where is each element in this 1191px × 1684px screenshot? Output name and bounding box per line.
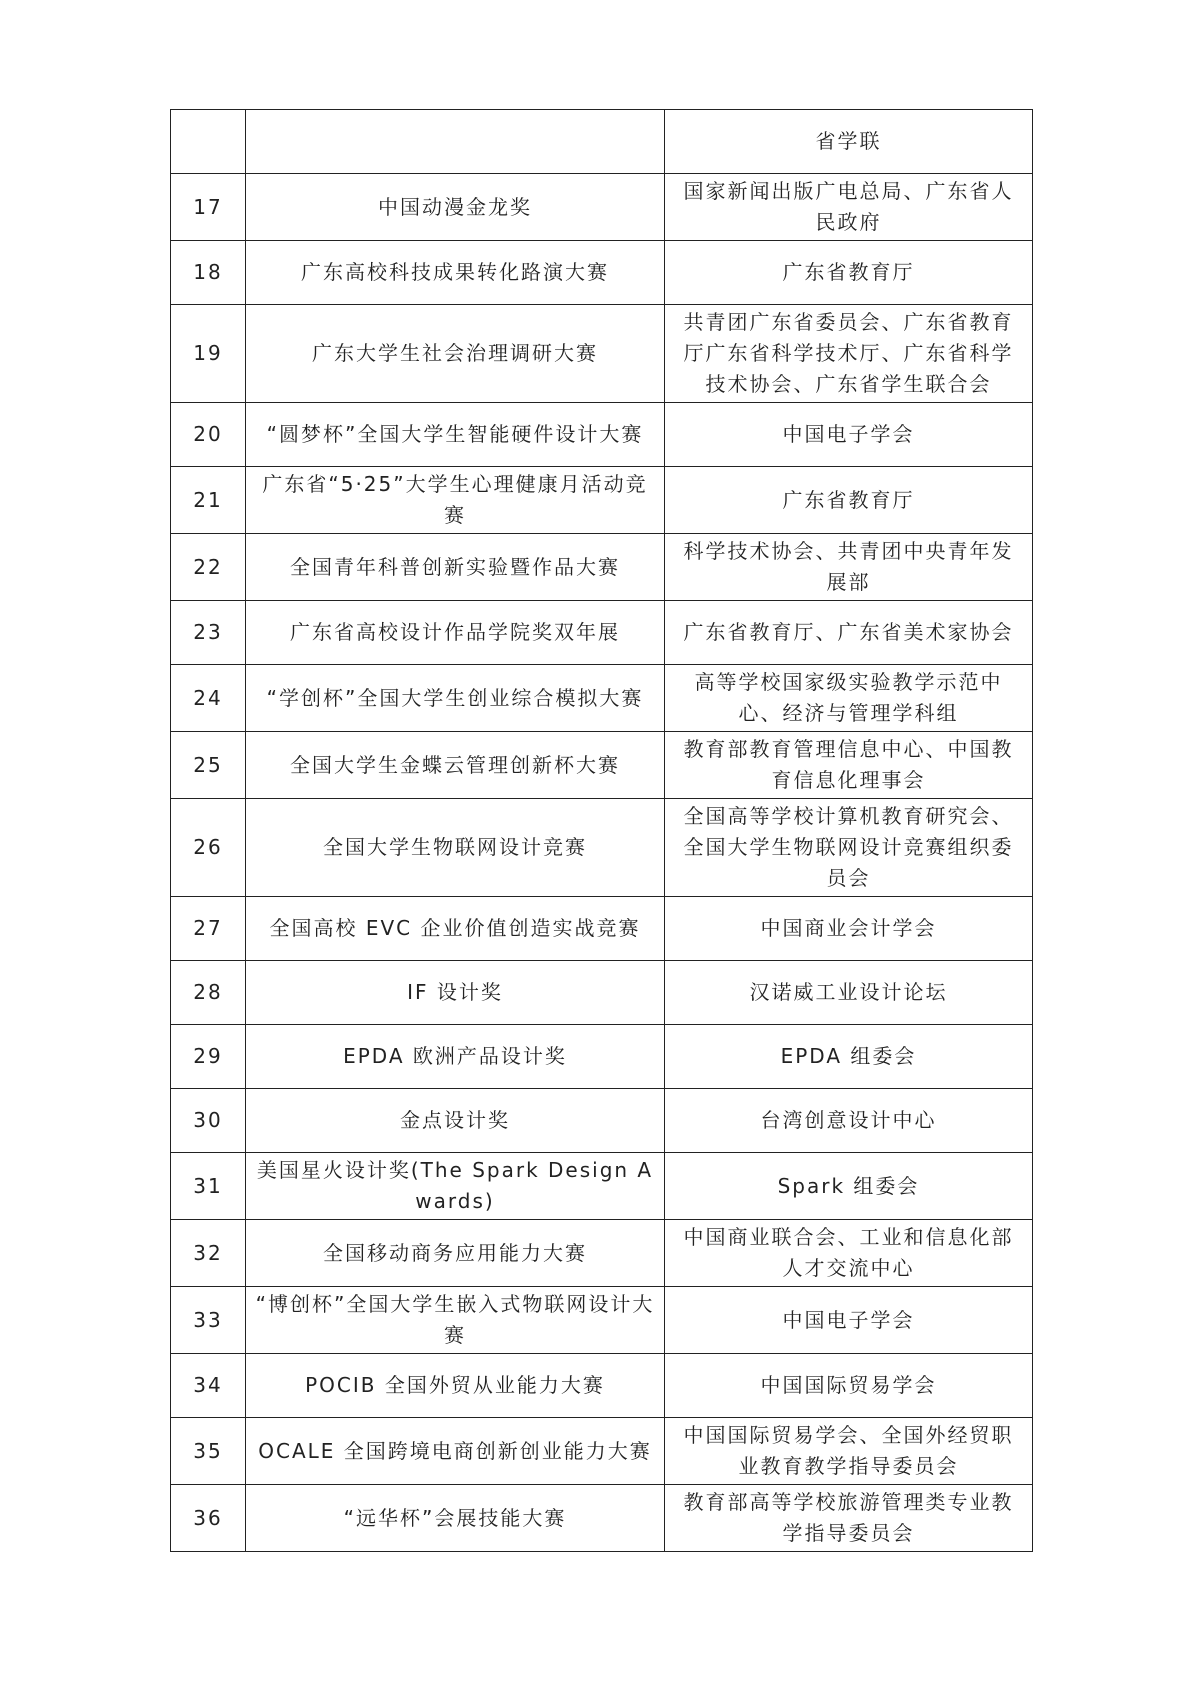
competition-name: “学创杯”全国大学生创业综合模拟大赛 — [246, 665, 665, 732]
organizer: 广东省教育厅 — [665, 241, 1033, 305]
row-number: 32 — [171, 1220, 246, 1287]
table-row — [171, 1418, 1033, 1485]
table-row — [171, 467, 1033, 534]
organizer: 共青团广东省委员会、广东省教育厅广东省科学技术厅、广东省科学技术协会、广东省学生联合会 — [665, 305, 1033, 403]
organizer: 国家新闻出版广电总局、广东省人民政府 — [665, 174, 1033, 241]
organizer: 中国商业会计学会 — [665, 897, 1033, 961]
organizer: EPDA 组委会 — [665, 1025, 1033, 1089]
table-row — [171, 1089, 1033, 1153]
organizer: 汉诺威工业设计论坛 — [665, 961, 1033, 1025]
table-row — [171, 1287, 1033, 1354]
row-number: 36 — [171, 1485, 246, 1552]
competition-name: 全国大学生物联网设计竞赛 — [246, 799, 665, 897]
table-row — [171, 1354, 1033, 1418]
row-number — [171, 110, 246, 174]
competition-name: EPDA 欧洲产品设计奖 — [246, 1025, 665, 1089]
table-row — [171, 961, 1033, 1025]
table-row — [171, 174, 1033, 241]
competition-name: 金点设计奖 — [246, 1089, 665, 1153]
table-row — [171, 1153, 1033, 1220]
table-row — [171, 241, 1033, 305]
table-row — [171, 601, 1033, 665]
row-number: 33 — [171, 1287, 246, 1354]
row-number: 30 — [171, 1089, 246, 1153]
competition-name: 全国高校 EVC 企业价值创造实战竞赛 — [246, 897, 665, 961]
table-row — [171, 534, 1033, 601]
competition-table — [170, 109, 1033, 1552]
organizer: 教育部教育管理信息中心、中国教育信息化理事会 — [665, 732, 1033, 799]
table-row — [171, 732, 1033, 799]
row-number: 29 — [171, 1025, 246, 1089]
table-row — [171, 1220, 1033, 1287]
organizer: 教育部高等学校旅游管理类专业教学指导委员会 — [665, 1485, 1033, 1552]
competition-name — [246, 110, 665, 174]
competition-name: 全国移动商务应用能力大赛 — [246, 1220, 665, 1287]
organizer: 中国国际贸易学会 — [665, 1354, 1033, 1418]
table-row — [171, 1025, 1033, 1089]
organizer: Spark 组委会 — [665, 1153, 1033, 1220]
row-number: 24 — [171, 665, 246, 732]
competition-name: 中国动漫金龙奖 — [246, 174, 665, 241]
competition-name: OCALE 全国跨境电商创新创业能力大赛 — [246, 1418, 665, 1485]
organizer: 科学技术协会、共青团中央青年发展部 — [665, 534, 1033, 601]
organizer: 广东省教育厅 — [665, 467, 1033, 534]
row-number: 22 — [171, 534, 246, 601]
competition-name: 广东省高校设计作品学院奖双年展 — [246, 601, 665, 665]
row-number: 28 — [171, 961, 246, 1025]
organizer: 广东省教育厅、广东省美术家协会 — [665, 601, 1033, 665]
competition-name: 全国青年科普创新实验暨作品大赛 — [246, 534, 665, 601]
organizer: 全国高等学校计算机教育研究会、全国大学生物联网设计竞赛组织委员会 — [665, 799, 1033, 897]
row-number: 31 — [171, 1153, 246, 1220]
table-row — [171, 665, 1033, 732]
organizer: 省学联 — [665, 110, 1033, 174]
table-row — [171, 897, 1033, 961]
row-number: 19 — [171, 305, 246, 403]
competition-name: “圆梦杯”全国大学生智能硬件设计大赛 — [246, 403, 665, 467]
row-number: 35 — [171, 1418, 246, 1485]
competition-name: 广东大学生社会治理调研大赛 — [246, 305, 665, 403]
table-row — [171, 403, 1033, 467]
organizer: 台湾创意设计中心 — [665, 1089, 1033, 1153]
row-number: 17 — [171, 174, 246, 241]
organizer: 中国国际贸易学会、全国外经贸职业教育教学指导委员会 — [665, 1418, 1033, 1485]
competition-name: “远华杯”会展技能大赛 — [246, 1485, 665, 1552]
row-number: 23 — [171, 601, 246, 665]
organizer: 中国商业联合会、工业和信息化部人才交流中心 — [665, 1220, 1033, 1287]
competition-name: IF 设计奖 — [246, 961, 665, 1025]
row-number: 20 — [171, 403, 246, 467]
competition-name: 广东高校科技成果转化路演大赛 — [246, 241, 665, 305]
row-number: 21 — [171, 467, 246, 534]
table-row — [171, 799, 1033, 897]
competition-name: 广东省“5·25”大学生心理健康月活动竞赛 — [246, 467, 665, 534]
competition-name: 全国大学生金蝶云管理创新杯大赛 — [246, 732, 665, 799]
table-row — [171, 1485, 1033, 1552]
row-number: 25 — [171, 732, 246, 799]
organizer: 中国电子学会 — [665, 1287, 1033, 1354]
organizer: 中国电子学会 — [665, 403, 1033, 467]
row-number: 34 — [171, 1354, 246, 1418]
competition-name: 美国星火设计奖(The Spark Design Awards) — [246, 1153, 665, 1220]
competition-name: POCIB 全国外贸从业能力大赛 — [246, 1354, 665, 1418]
row-number: 18 — [171, 241, 246, 305]
row-number: 27 — [171, 897, 246, 961]
table-row — [171, 305, 1033, 403]
competition-name: “博创杯”全国大学生嵌入式物联网设计大赛 — [246, 1287, 665, 1354]
table-row — [171, 110, 1033, 174]
organizer: 高等学校国家级实验教学示范中心、经济与管理学科组 — [665, 665, 1033, 732]
row-number: 26 — [171, 799, 246, 897]
